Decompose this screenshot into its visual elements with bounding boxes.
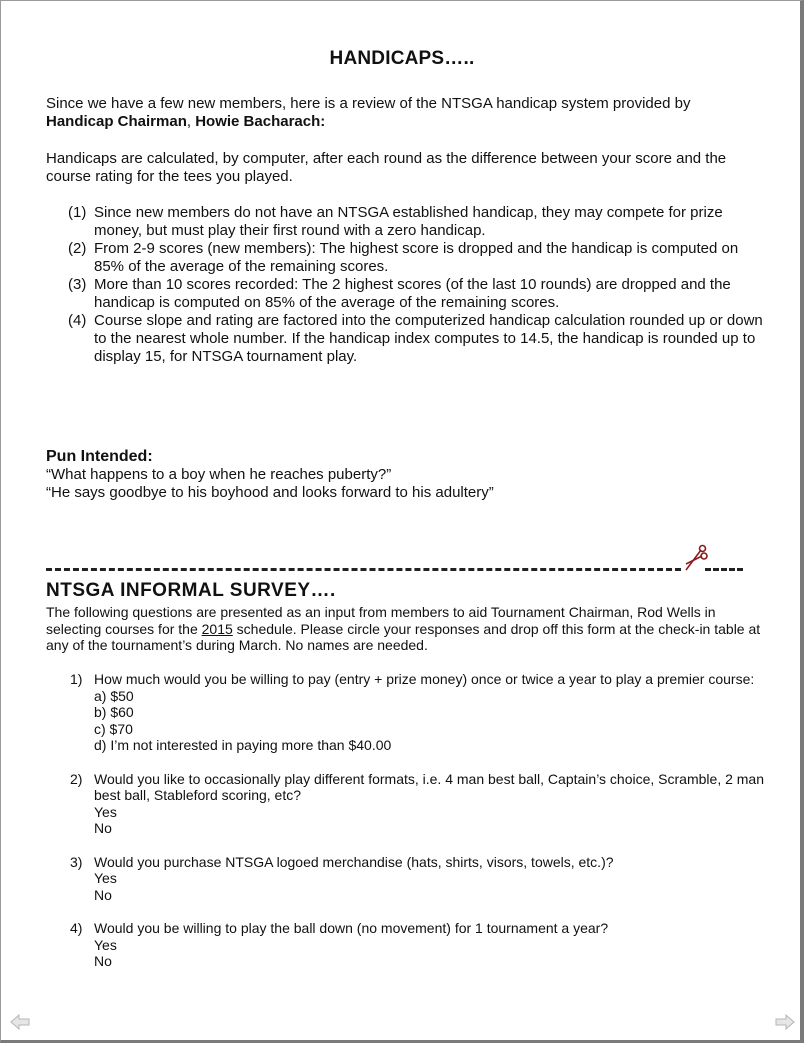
answer-option: No [94,820,112,836]
answer-option: b) $60 [94,704,134,720]
answer-option: Yes [94,936,117,953]
answer-option: d) I’m not interested in paying more than $40.00 [94,737,392,753]
rule-number: (3) [68,276,87,293]
rule-number: (2) [68,240,87,257]
intro-sep: , [186,113,196,130]
handicap-rules-list [68,204,768,366]
rule-number: (4) [68,312,87,329]
rule-number: (1) [68,204,87,221]
answer-option: Yes [94,803,117,820]
question-text: Would you like to occasionally play different formats, i.e. 4 man best ball, Captain’s choice, Scramble, 2 man best ball, Stableford scoring, etc? [94,770,765,803]
intro-name: Howie Bacharach: [195,113,326,130]
intro-role: Handicap Chairman [46,113,187,130]
question-body [94,854,770,904]
rule-item [68,312,768,366]
cut-line-end [705,568,743,571]
rule-text: From 2-9 scores (new members): The highest score is dropped and the handicap is computed on 85% of the average of the remaining scores. [94,240,739,275]
question-number: 2) [70,770,83,787]
arrow-right-icon[interactable] [775,1014,795,1030]
survey-intro-a: The following questions are presented as an input from members to aid Tournament Chairman, Rod Wells in selecting courses for the [46,604,716,637]
question-text: How much would you be willing to pay (entry + prize money) once or twice a year to play a premier course: [94,671,755,687]
question-text: Would you be willing to play the ball down (no movement) for 1 tournament a year? [94,920,609,936]
answer-option: a) $50 [94,687,134,704]
intro-text: Since we have a few new members, here is a review of the NTSGA handicap system provided by [46,95,691,112]
question-number: 1) [70,671,83,687]
survey-question-1 [70,671,770,754]
rule-text: More than 10 scores recorded: The 2 highest scores (of the last 10 rounds) are dropped and the handicap is computed on 85% of the average of the remaining scores. [94,276,731,311]
survey-questions [70,671,770,987]
cut-line [46,568,681,571]
pun-line-question: “What happens to a boy when he reaches puberty?” [46,466,392,483]
arrow-left-icon[interactable] [10,1014,30,1030]
rule-item [68,240,768,276]
calculation-paragraph: Handicaps are calculated, by computer, after each round as the difference between your score and the course rating for the tees you played. [46,150,727,185]
survey-question-3 [70,854,770,904]
pun-heading: Pun Intended: [46,448,153,465]
rule-text: Since new members do not have an NTSGA established handicap, they may compete for prize money, but must play their first round with a zero handicap. [94,204,723,239]
answer-option: No [94,953,112,969]
survey-intro-year: 2015 [201,620,233,637]
question-body [94,671,770,754]
rule-item [68,204,768,240]
rule-text: Course slope and rating are factored into the computerized handicap calculation rounded up or down to the nearest whole number. If the handicap index computes to 14.5, the handicap is rounded up to display 15, for NTSGA tournament play. [94,312,763,365]
answer-option: c) $70 [94,720,133,737]
question-text: Would you purchase NTSGA logoed merchandise (hats, shirts, visors, towels, etc.)? [94,853,614,870]
rule-item [68,276,768,312]
answer-option: No [94,886,112,903]
answer-option: Yes [94,870,117,886]
question-body [94,771,770,837]
question-number: 3) [70,853,83,870]
question-number: 4) [70,920,83,936]
survey-intro-b: schedule. Please circle your responses and drop off this form at the check-in table at any of the tournament’s during March. No names are needed. [46,620,761,653]
intro-paragraph [46,95,746,131]
survey-question-4 [70,920,770,970]
survey-question-2 [70,771,770,837]
survey-intro [46,604,766,654]
pun-line-answer: “He says goodbye to his boyhood and looks forward to his adultery” [46,484,494,501]
survey-title: NTSGA INFORMAL SURVEY…. [46,580,336,601]
pun-section [46,448,746,502]
page-title: HANDICAPS….. [329,48,475,69]
question-body [94,920,770,970]
